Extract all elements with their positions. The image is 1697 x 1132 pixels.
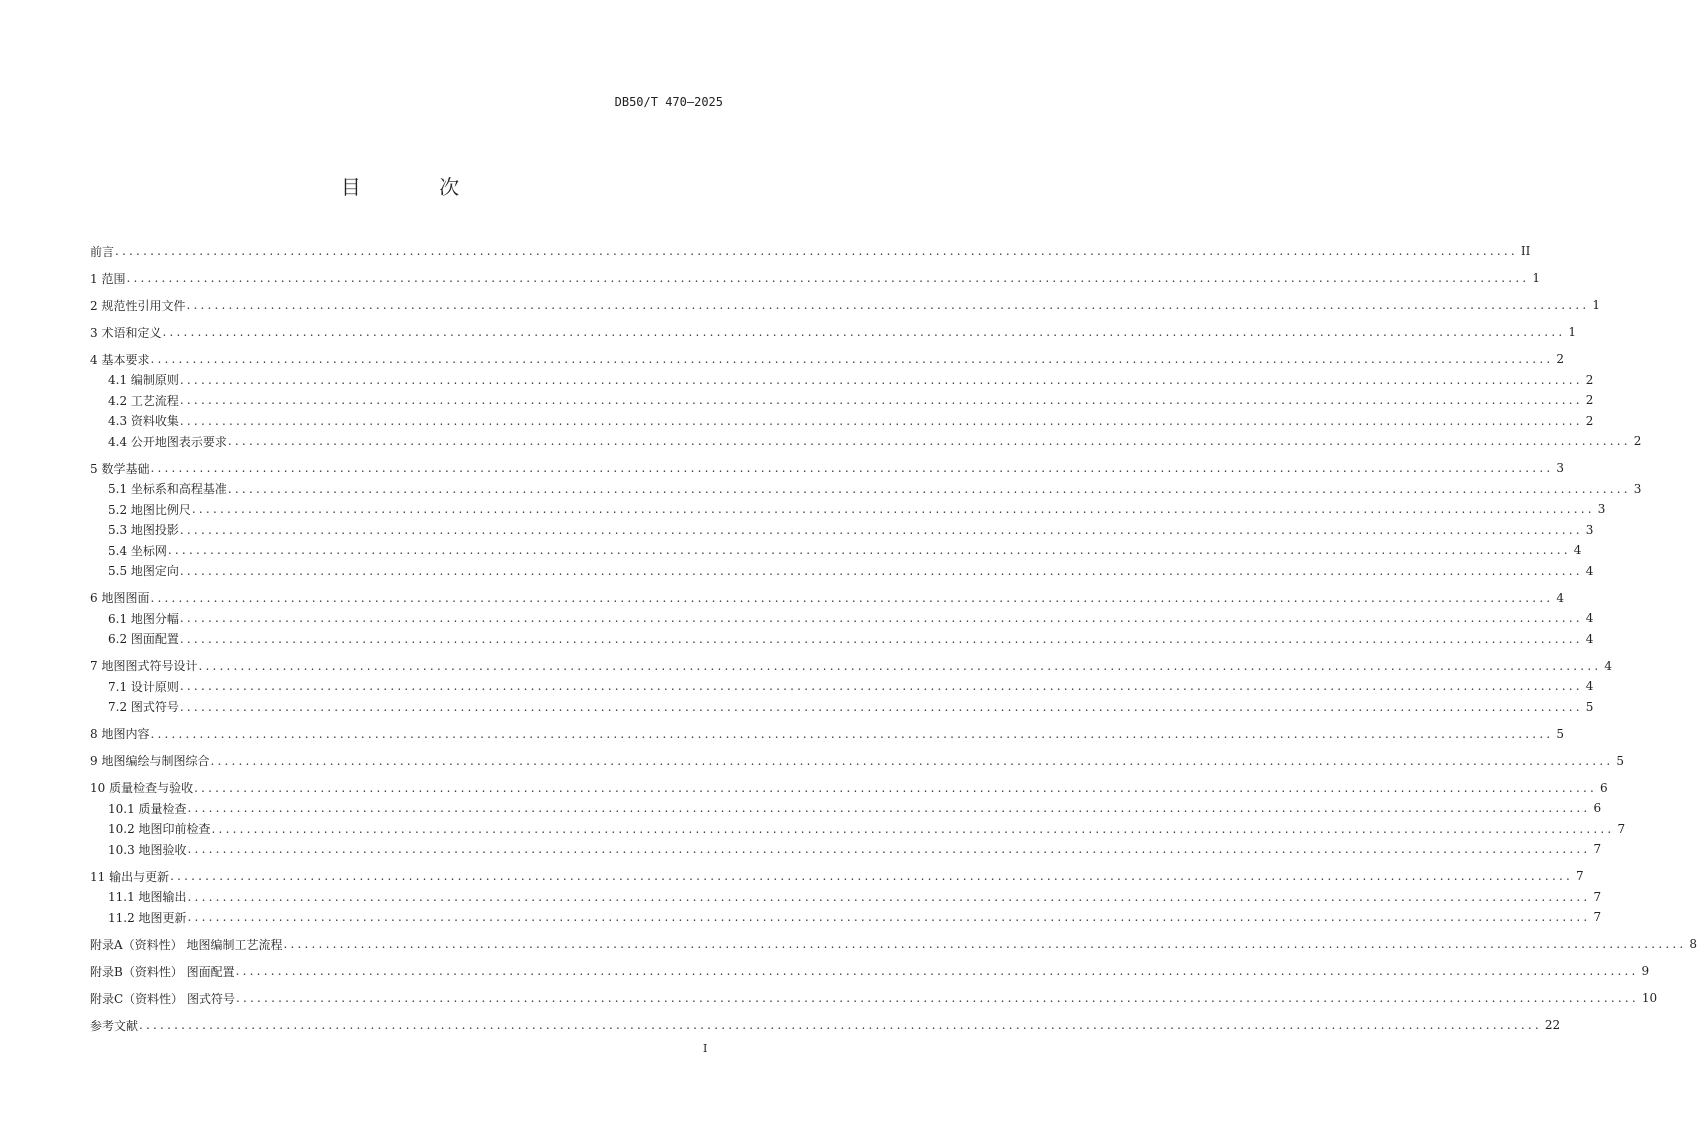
toc-entry-page: 5 — [1556, 726, 1564, 741]
dot-leader: ........................................................................................................................................................................................................ — [227, 434, 1631, 449]
toc-entry[interactable] — [90, 608, 1594, 629]
toc-entry[interactable] — [90, 819, 1626, 840]
toc-entry[interactable] — [90, 907, 1602, 928]
toc-entry[interactable] — [90, 349, 1564, 370]
toc-entry[interactable] — [90, 411, 1594, 432]
standard-number: DB50/T 470—2025 — [614, 95, 723, 109]
toc-entry-label: 附录B（资料性） 图面配置 — [90, 964, 235, 979]
toc-entry[interactable] — [90, 561, 1594, 582]
toc-entry[interactable] — [90, 798, 1602, 819]
toc-entry-page: 1 — [1532, 271, 1540, 286]
table-of-contents — [90, 241, 1697, 1036]
toc-entry-page: 7 — [1593, 910, 1602, 925]
toc-entry[interactable] — [90, 934, 1697, 955]
dot-leader: ........................................................................................................................................................................................................ — [179, 563, 1583, 578]
toc-entry-label: 前言 — [90, 244, 115, 259]
toc-entry-label: 10.1 质量检查 — [108, 801, 187, 816]
toc-entry[interactable] — [90, 295, 1600, 316]
toc-entry-page: 2 — [1585, 413, 1594, 428]
toc-entry-page: 3 — [1633, 481, 1642, 496]
toc-entry-label: 4.1 编制原则 — [108, 373, 179, 388]
dot-leader: ........................................................................................................................................................................................................ — [150, 352, 1554, 367]
dot-leader: ........................................................................................................................................................................................................ — [150, 726, 1554, 741]
toc-entry-page: 6 — [1599, 780, 1608, 795]
toc-entry-page: 2 — [1633, 434, 1642, 449]
toc-entry[interactable] — [90, 839, 1602, 860]
toc-entry[interactable] — [90, 676, 1594, 697]
dot-leader: ........................................................................................................................................................................................................ — [139, 1018, 1542, 1033]
dot-leader: ........................................................................................................................................................................................................ — [191, 502, 1595, 517]
dot-leader: ........................................................................................................................................................................................................ — [210, 753, 1614, 768]
dot-leader: ........................................................................................................................................................................................................ — [187, 910, 1591, 925]
toc-entry-page: 10 — [1641, 991, 1658, 1006]
toc-entry[interactable] — [90, 1015, 1561, 1036]
toc-entry-label: 2 规范性引用文件 — [90, 298, 186, 313]
toc-entry-page: 22 — [1544, 1018, 1561, 1033]
dot-leader: ........................................................................................................................................................................................................ — [187, 801, 1591, 816]
toc-entry-label: 10.3 地图验收 — [108, 842, 187, 857]
dot-leader: ........................................................................................................................................................................................................ — [187, 889, 1591, 904]
toc-entry-page: 6 — [1593, 801, 1602, 816]
toc-entry-label: 3 术语和定义 — [90, 325, 162, 340]
toc-entry[interactable] — [90, 778, 1608, 799]
toc-entry-label: 11.1 地图输出 — [108, 890, 187, 905]
toc-entry[interactable] — [90, 268, 1540, 289]
toc-entry-label: 6 地图图面 — [90, 591, 150, 606]
toc-entry-label: 参考文献 — [90, 1018, 139, 1033]
toc-entry-page: 7 — [1575, 869, 1584, 884]
toc-entry[interactable] — [90, 866, 1584, 887]
toc-entry-page: 3 — [1556, 461, 1564, 476]
toc-entry-label: 4.2 工艺流程 — [108, 393, 179, 408]
toc-entry-page: 5 — [1585, 699, 1594, 714]
toc-entry-label: 10 质量检查与验收 — [90, 781, 194, 796]
toc-entry[interactable] — [90, 961, 1650, 982]
toc-entry[interactable] — [90, 458, 1564, 479]
dot-leader: ........................................................................................................................................................................................................ — [187, 842, 1591, 857]
toc-entry-page: 1 — [1592, 298, 1600, 313]
toc-entry-page: 2 — [1585, 393, 1594, 408]
toc-entry[interactable] — [90, 724, 1564, 745]
toc-entry[interactable] — [90, 751, 1624, 772]
toc-entry-page: 4 — [1573, 543, 1582, 558]
dot-leader: ........................................................................................................................................................................................................ — [186, 298, 1590, 313]
toc-entry[interactable] — [90, 499, 1606, 520]
toc-entry-label: 4.4 公开地图表示要求 — [108, 434, 227, 449]
dot-leader: ........................................................................................................................................................................................................ — [179, 413, 1583, 428]
toc-entry[interactable] — [90, 431, 1642, 452]
dot-leader: ........................................................................................................................................................................................................ — [179, 393, 1583, 408]
toc-entry-page: 4 — [1585, 631, 1594, 646]
toc-entry-label: 5.3 地图投影 — [108, 523, 179, 538]
toc-entry-page: II — [1520, 244, 1531, 259]
dot-leader: ........................................................................................................................................................................................................ — [179, 679, 1583, 694]
toc-entry[interactable] — [90, 540, 1582, 561]
toc-entry[interactable] — [90, 629, 1594, 650]
toc-entry-label: 5 数学基础 — [90, 461, 150, 476]
dot-leader: ........................................................................................................................................................................................................ — [150, 590, 1554, 605]
toc-entry-page: 7 — [1593, 889, 1602, 904]
toc-entry-label: 5.4 坐标网 — [108, 543, 167, 558]
toc-entry-page: 4 — [1585, 611, 1594, 626]
toc-entry-label: 7.2 图式符号 — [108, 700, 179, 715]
dot-leader: ........................................................................................................................................................................................................ — [236, 991, 1639, 1006]
toc-entry[interactable] — [90, 390, 1594, 411]
dot-leader: ........................................................................................................................................................................................................ — [115, 244, 1518, 259]
dot-leader: ........................................................................................................................................................................................................ — [179, 372, 1583, 387]
toc-entry[interactable] — [90, 588, 1564, 609]
page-number: I — [703, 1042, 708, 1055]
dot-leader: ........................................................................................................................................................................................................ — [179, 522, 1583, 537]
dot-leader: ........................................................................................................................................................................................................ — [235, 964, 1639, 979]
toc-entry-page: 9 — [1641, 964, 1650, 979]
toc-entry-page: 2 — [1585, 372, 1594, 387]
dot-leader: ........................................................................................................................................................................................................ — [283, 937, 1687, 952]
toc-entry[interactable] — [90, 322, 1576, 343]
toc-entry-label: 5.1 坐标系和高程基准 — [108, 482, 227, 497]
toc-entry-page: 2 — [1556, 352, 1564, 367]
toc-entry-label: 5.2 地图比例尺 — [108, 502, 191, 517]
dot-leader: ........................................................................................................................................................................................................ — [227, 481, 1631, 496]
toc-entry-label: 1 范围 — [90, 271, 126, 286]
toc-entry-page: 7 — [1593, 842, 1602, 857]
toc-entry[interactable] — [90, 241, 1531, 262]
dot-leader: ........................................................................................................................................................................................................ — [170, 869, 1573, 884]
toc-entry-label: 5.5 地图定向 — [108, 564, 179, 579]
toc-entry-page: 4 — [1604, 658, 1612, 673]
toc-entry[interactable] — [90, 370, 1594, 391]
toc-entry-page: 3 — [1585, 522, 1594, 537]
toc-entry-label: 4.3 资料收集 — [108, 414, 179, 429]
toc-entry-label: 10.2 地图印前检查 — [108, 822, 211, 837]
toc-entry[interactable] — [90, 656, 1612, 677]
toc-entry-label: 7 地图图式符号设计 — [90, 659, 198, 674]
toc-entry-label: 6.1 地图分幅 — [108, 611, 179, 626]
dot-leader: ........................................................................................................................................................................................................ — [167, 543, 1571, 558]
toc-entry-label: 7.1 设计原则 — [108, 679, 179, 694]
toc-entry-page: 3 — [1597, 502, 1606, 517]
dot-leader: ........................................................................................................................................................................................................ — [179, 699, 1583, 714]
dot-leader: ........................................................................................................................................................................................................ — [162, 325, 1566, 340]
toc-entry-page: 7 — [1617, 821, 1626, 836]
toc-entry-label: 6.2 图面配置 — [108, 632, 179, 647]
toc-entry-label: 附录A（资料性） 地图编制工艺流程 — [90, 937, 283, 952]
dot-leader: ........................................................................................................................................................................................................ — [179, 631, 1583, 646]
dot-leader: ........................................................................................................................................................................................................ — [179, 611, 1583, 626]
toc-entry[interactable] — [90, 520, 1594, 541]
dot-leader: ........................................................................................................................................................................................................ — [150, 461, 1554, 476]
dot-leader: ........................................................................................................................................................................................................ — [194, 780, 1597, 795]
page-title: 目 次 — [340, 175, 496, 199]
toc-entry-page: 4 — [1556, 590, 1564, 605]
toc-entry-page: 4 — [1585, 563, 1594, 578]
toc-entry-label: 11 输出与更新 — [90, 869, 170, 884]
toc-entry[interactable] — [90, 988, 1658, 1009]
toc-entry-page: 8 — [1689, 937, 1697, 952]
dot-leader: ........................................................................................................................................................................................................ — [198, 658, 1602, 673]
dot-leader: ........................................................................................................................................................................................................ — [211, 821, 1615, 836]
toc-entry[interactable] — [90, 887, 1602, 908]
toc-entry-label: 附录C（资料性） 图式符号 — [90, 991, 235, 1006]
dot-leader: ........................................................................................................................................................................................................ — [126, 271, 1530, 286]
toc-entry-label: 8 地图内容 — [90, 727, 150, 742]
toc-entry[interactable] — [90, 479, 1642, 500]
toc-entry-label: 11.2 地图更新 — [108, 910, 187, 925]
toc-entry-label: 4 基本要求 — [90, 352, 150, 367]
toc-entry-page: 1 — [1568, 325, 1576, 340]
toc-entry-label: 9 地图编绘与制图综合 — [90, 754, 210, 769]
toc-entry[interactable] — [90, 697, 1594, 718]
toc-entry-page: 4 — [1585, 679, 1594, 694]
toc-entry-page: 5 — [1616, 753, 1624, 768]
